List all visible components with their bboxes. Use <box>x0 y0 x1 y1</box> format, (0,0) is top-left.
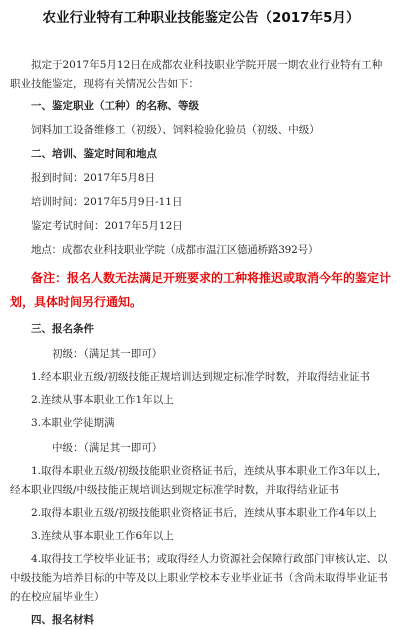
training-time: 培训时间：2017年5月9日-11日 <box>31 196 183 208</box>
intermediate-label: 中级：（满足其一即可） <box>52 442 163 454</box>
section2-heading: 二、培训、鉴定时间和地点 <box>31 148 157 160</box>
section1-heading: 一、鉴定职业（工种）的名称、等级 <box>31 100 199 112</box>
registration-time: 报到时间：2017年5月8日 <box>31 172 156 184</box>
junior-item: 2.连续从事本职业工作1年以上 <box>31 394 174 406</box>
page-title: 农业行业特有工种职业技能鉴定公告（2017年5月） <box>42 10 360 26</box>
junior-label: 初级：（满足其一即可） <box>52 348 163 360</box>
notice-text: 备注：报名人数无法满足开班要求的工种将推迟或取消今年的鉴定计划，具体时间另行通知。 <box>10 271 392 309</box>
section4-heading: 四、报名材料 <box>31 614 94 626</box>
intermediate-item: 4.取得技工学校毕业证书；或取得经人力资源社会保障行政部门审核认定、以中级技能为培养目标的中等及以上职业学校本专业毕业证书（含尚未取得毕业证书的在校应届毕业生） <box>10 553 388 603</box>
intermediate-item: 3.连续从事本职业工作6年以上 <box>31 530 174 542</box>
exam-location: 地点：成都农业科技职业学院（成都市温江区德通桥路392号） <box>31 244 319 256</box>
junior-item: 1.经本职业五级/初级技能正规培训达到规定标准学时数，并取得结业证书 <box>31 371 371 383</box>
exam-time: 鉴定考试时间：2017年5月12日 <box>31 220 183 232</box>
intermediate-item: 1.取得本职业五级/初级技能职业资格证书后，连续从事本职业工作3年以上，经本职业四级/中级技能正规培训达到规定标准学时数，并取得结业证书 <box>10 465 388 496</box>
intro-paragraph: 拟定于2017年5月12日在成都农业科技职业学院开展一期农业行业特有工种职业技能鉴定，现将有关情况公告如下： <box>10 59 383 90</box>
intermediate-item: 2.取得本职业五级/初级技能职业资格证书后，连续从事本职业工作4年以上 <box>31 507 377 519</box>
section3-heading: 三、报名条件 <box>31 323 94 335</box>
junior-item: 3.本职业学徒期满 <box>31 417 115 429</box>
section1-content: 饲料加工设备维修工（初级）、饲料检验化验员（初级、中级） <box>31 124 320 136</box>
